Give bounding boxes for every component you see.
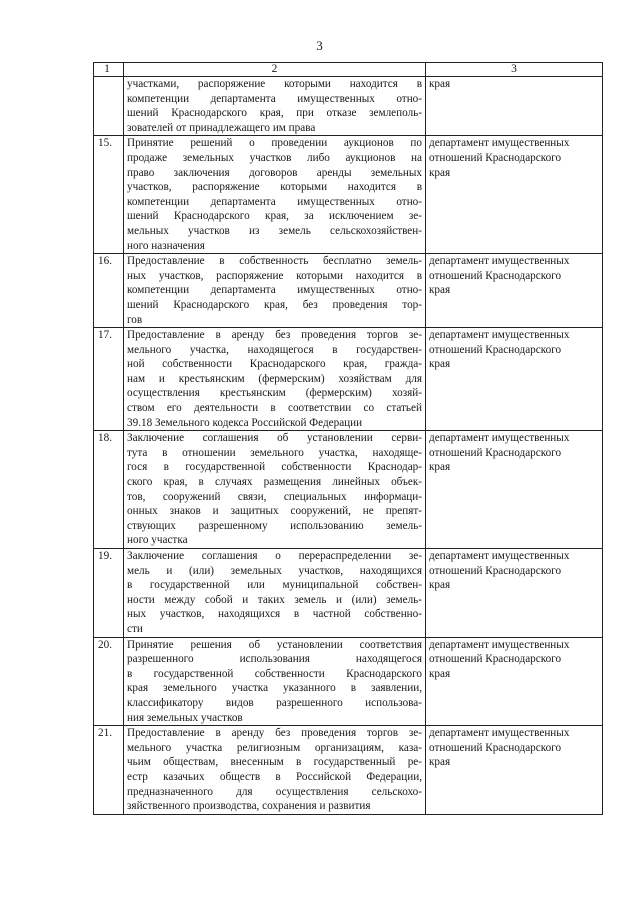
agency-line: департамент имущественных <box>429 329 570 342</box>
table-row <box>94 637 603 726</box>
description-line: шений Краснодарского края, без проведения тор- <box>127 298 422 311</box>
description-line: предназначенного для осуществления сельскохо- <box>127 785 422 798</box>
description-line: ского края, в случаях размещения линейных объек- <box>127 476 422 489</box>
table-header-row <box>94 63 603 77</box>
description-line: классификатору видов разрешенного использова- <box>127 696 422 709</box>
description-line: Предоставление в аренду без проведения торгов зе- <box>127 329 422 342</box>
description-line: Принятие решения об установлении соответствия <box>127 638 422 651</box>
agency-line: департамент имущественных <box>429 727 570 740</box>
responsible-agency <box>426 549 603 638</box>
description-line: края земельного участка указанного в заявлении, <box>127 682 422 695</box>
table-row <box>94 136 603 254</box>
description-line: шений Краснодарского края, за исключением зе- <box>127 210 422 223</box>
description-line: зяйственного производства, сохранения и развития <box>127 800 371 813</box>
column-header-agency: 3 <box>426 63 603 77</box>
responsible-agency <box>426 637 603 726</box>
table-row <box>94 431 603 549</box>
table-row <box>94 549 603 638</box>
description-line: в государственной собственности Краснодарского <box>127 667 422 680</box>
agency-line: края <box>429 166 451 179</box>
responsible-agency <box>426 328 603 431</box>
service-description <box>124 136 426 254</box>
agency-line: отношений Краснодарского <box>429 343 562 356</box>
table-row <box>94 254 603 328</box>
agency-line: департамент имущественных <box>429 550 570 562</box>
service-description <box>124 431 426 549</box>
responsible-agency <box>426 431 603 549</box>
agency-line: отношений Краснодарского <box>429 269 562 282</box>
agency-line: отношений Краснодарского <box>429 653 562 666</box>
agency-line: края <box>429 78 451 90</box>
description-line: ного назначения <box>127 239 205 252</box>
description-line: осуществления крестьянским (фермерским) хозяй- <box>127 387 422 400</box>
description-line: ствующих разрешенному использованию земель- <box>127 519 422 532</box>
description-line: ности между собой и таких земель и (или) земель- <box>127 593 422 606</box>
description-line: зователей от принадлежащего им права <box>127 121 316 134</box>
description-line: ной собственности Краснодарского края, гражда- <box>127 358 422 371</box>
page-number: 3 <box>316 38 323 53</box>
services-table <box>93 62 603 815</box>
table-row <box>94 77 603 136</box>
description-line: продаже земельных участков либо аукционов на <box>127 151 422 164</box>
description-line: ных участков, находящихся в частной собственно- <box>127 608 422 621</box>
description-line: участков, распоряжение которыми находится в <box>127 181 422 194</box>
description-line: мельного участка, находящегося в государствен- <box>127 343 422 356</box>
agency-line: департамент имущественных <box>429 137 570 150</box>
description-line: шений Краснодарского края, при отказе землеполь- <box>127 107 422 120</box>
description-line: гов <box>127 313 143 326</box>
responsible-agency <box>426 254 603 328</box>
agency-line: отношений Краснодарского <box>429 741 562 754</box>
agency-line: края <box>429 358 451 371</box>
description-line: 39.18 Земельного кодекса Российской Федерации <box>127 416 363 429</box>
description-line: тута в отношении земельного участка, находяще- <box>127 446 422 459</box>
row-number: 20. <box>94 637 124 726</box>
row-number: 17. <box>94 328 124 431</box>
row-number: 19. <box>94 549 124 638</box>
agency-line: края <box>429 579 451 592</box>
row-number: 15. <box>94 136 124 254</box>
description-line: мельного участка религиозным организациям, каза- <box>127 741 422 754</box>
description-line: мель и (или) земельных участков, находящихся <box>127 564 422 577</box>
description-line: компетенции департамента имущественных отно- <box>127 195 422 208</box>
agency-line: отношений Краснодарского <box>429 564 562 577</box>
table-row <box>94 726 603 815</box>
row-number: 21. <box>94 726 124 815</box>
description-line: Заключение соглашения об установлении серви- <box>127 432 422 445</box>
agency-line: отношений Краснодарского <box>429 151 562 164</box>
description-line: разрешенного использования находящегося <box>127 653 422 666</box>
description-line: нам и крестьянским (фермерским) хозяйствам для <box>127 372 422 385</box>
description-line: мельных участков из земель сельскохозяйствен- <box>127 224 422 237</box>
agency-line: департамент имущественных <box>429 255 570 268</box>
description-line: гося в государственной собственности Краснодар- <box>127 461 422 474</box>
description-line: ния земельных участков <box>127 711 243 724</box>
description-line: естр казачьих обществ в Российской Федерации, <box>127 770 422 783</box>
responsible-agency <box>426 136 603 254</box>
description-line: компетенции департамента имущественных отно- <box>127 92 422 105</box>
service-description <box>124 637 426 726</box>
agency-line: края <box>429 461 451 474</box>
row-number <box>94 77 124 136</box>
agency-line: края <box>429 284 451 297</box>
description-line: тов, сооружений связи, специальных информаци- <box>127 490 422 503</box>
description-line: Заключение соглашения о перераспределении зе- <box>127 550 422 562</box>
description-line: чьим обществам, внесенным в государственный ре- <box>127 756 422 769</box>
agency-line: края <box>429 756 451 769</box>
row-number: 16. <box>94 254 124 328</box>
description-line: в государственной или муниципальной собствен- <box>127 579 422 592</box>
service-description <box>124 726 426 815</box>
agency-line: департамент имущественных <box>429 638 570 651</box>
agency-line: края <box>429 667 451 680</box>
agency-line: департамент имущественных <box>429 432 570 445</box>
description-line: компетенции департамента имущественных отно- <box>127 284 422 297</box>
description-line: Предоставление в собственность бесплатно земель- <box>127 255 422 268</box>
description-line: ного участка <box>127 534 188 547</box>
responsible-agency <box>426 726 603 815</box>
description-line: сти <box>127 622 143 635</box>
service-description <box>124 77 426 136</box>
agency-line: отношений Краснодарского <box>429 446 562 459</box>
column-header-description: 2 <box>124 63 426 77</box>
row-number: 18. <box>94 431 124 549</box>
service-description <box>124 254 426 328</box>
responsible-agency <box>426 77 603 136</box>
description-line: онных знаков и защитных сооружений, не препят- <box>127 505 422 518</box>
column-header-number: 1 <box>94 63 124 77</box>
description-line: ных участков, распоряжение которыми находится в <box>127 269 422 282</box>
description-line: ством его деятельности в соответствии со статьей <box>127 402 422 415</box>
description-line: Принятие решений о проведении аукционов по <box>127 137 422 150</box>
description-line: Предоставление в аренду без проведения торгов зе- <box>127 727 422 740</box>
service-description <box>124 328 426 431</box>
description-line: право заключения договоров аренды земельных <box>127 166 422 179</box>
service-description <box>124 549 426 638</box>
table-row <box>94 328 603 431</box>
description-line: участками, распоряжение которыми находится в <box>127 78 422 90</box>
